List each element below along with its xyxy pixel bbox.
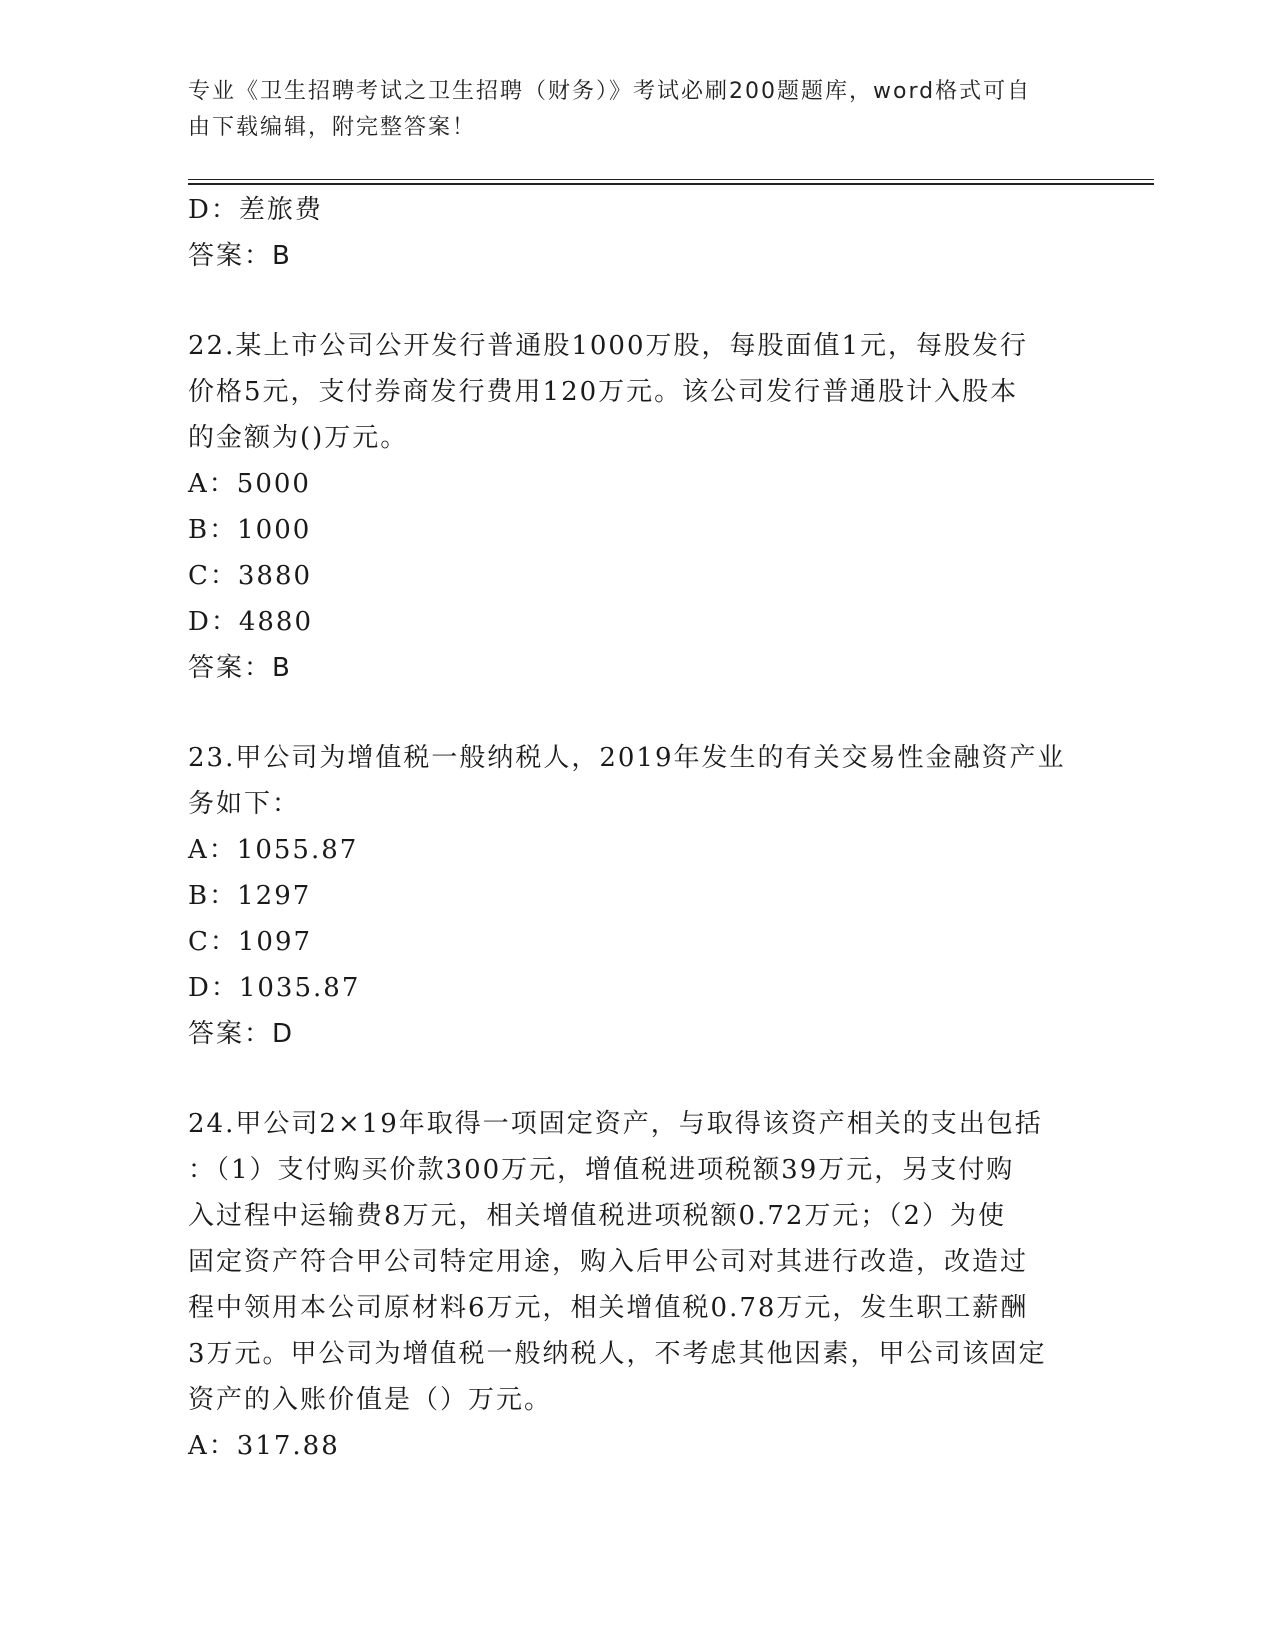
question-stem-line: 3万元。甲公司为增值税一般纳税人，不考虑其他因素，甲公司该固定 (188, 1339, 1047, 1369)
option-d: D：1035.87 (188, 973, 361, 1003)
page-header (188, 74, 1068, 146)
question-stem-line: 程中领用本公司原材料6万元，相关增值税0.78万元，发生职工薪酬 (188, 1293, 1029, 1323)
question-22 (188, 323, 1088, 691)
question-stem-line: 资产的入账价值是（）万元。 (188, 1385, 553, 1415)
spacer (188, 279, 1088, 323)
question-stem-line: ：（1）支付购买价款300万元，增值税进项税额39万元，另支付购 (188, 1155, 1015, 1185)
option-b: B：1000 (188, 515, 312, 545)
option-d: D：4880 (188, 607, 314, 637)
question-21-tail (188, 187, 1088, 279)
header-divider-thick (188, 183, 1154, 185)
header-divider-thin (188, 179, 1154, 180)
answer-line: 答案：B (188, 241, 292, 271)
option-a: A：1055.87 (188, 835, 359, 865)
option-b: B：1297 (188, 881, 312, 911)
spacer (188, 1057, 1088, 1101)
question-24 (188, 1101, 1088, 1469)
question-23 (188, 735, 1088, 1057)
question-stem-line: 固定资产符合甲公司特定用途，购入后甲公司对其进行改造，改造过 (188, 1247, 1029, 1277)
option-a: A：317.88 (188, 1431, 340, 1461)
question-stem-line: 23.甲公司为增值税一般纳税人，2019年发生的有关交易性金融资产业 (188, 743, 1066, 773)
question-stem-line: 价格5元，支付券商发行费用120万元。该公司发行普通股计入股本 (188, 377, 1019, 407)
answer-line: 答案：B (188, 653, 292, 683)
option-c: C：1097 (188, 927, 313, 957)
option-d: D：差旅费 (188, 195, 323, 225)
question-stem-line: 入过程中运输费8万元，相关增值税进项税额0.72万元；（2）为使 (188, 1201, 1006, 1231)
spacer (188, 691, 1088, 735)
header-line-1: 专业《卫生招聘考试之卫生招聘（财务）》考试必刷200题题库，word格式可自 (188, 79, 1032, 104)
document-body (188, 187, 1088, 1469)
question-stem-line: 的金额为()万元。 (188, 423, 409, 453)
option-c: C：3880 (188, 561, 313, 591)
question-stem-line: 务如下： (188, 789, 301, 819)
answer-line: 答案：D (188, 1019, 295, 1049)
option-a: A：5000 (188, 469, 311, 499)
header-line-2: 由下载编辑，附完整答案！ (188, 115, 477, 140)
question-stem-line: 22.某上市公司公开发行普通股1000万股，每股面值1元，每股发行 (188, 331, 1029, 361)
question-stem-line: 24.甲公司2×19年取得一项固定资产，与取得该资产相关的支出包括 (188, 1109, 1043, 1139)
